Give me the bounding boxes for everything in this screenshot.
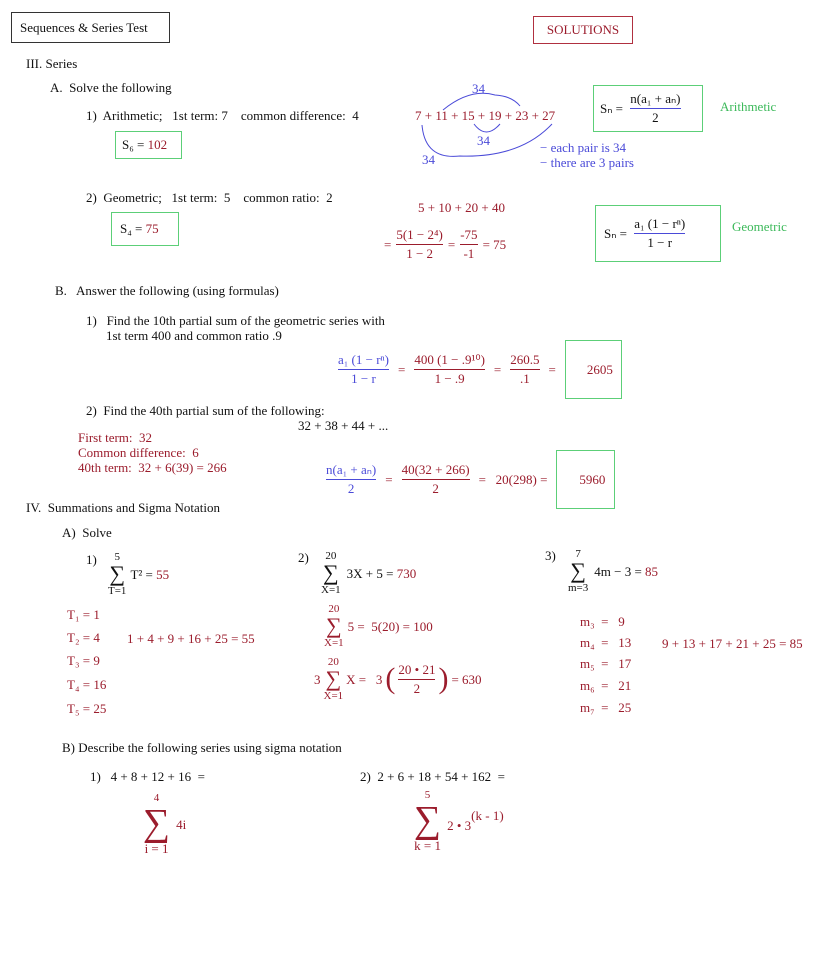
sigma-icon: ∑ xyxy=(570,558,586,583)
denominator: 1 − r xyxy=(351,371,376,386)
coefficient: 3 xyxy=(314,671,321,687)
term-label: T₄ xyxy=(67,677,80,692)
sigma-upper: 20 xyxy=(328,603,340,615)
pair-sum-label: 34 xyxy=(472,81,485,96)
simplified-fraction xyxy=(510,353,539,386)
equals: = xyxy=(397,362,406,377)
answer-value: 55 xyxy=(156,566,170,582)
sigma-upper: 5 xyxy=(114,551,120,563)
sigma-icon: ∑ xyxy=(414,799,442,841)
denominator: 1 − 2 xyxy=(406,246,434,261)
formula-fraction xyxy=(338,353,389,386)
part-heading: A. Solve the following xyxy=(50,80,172,95)
term-label: T₂ xyxy=(67,630,80,645)
series-expression: 32 + 38 + 44 + ... xyxy=(298,418,389,433)
sigma-lower: X=1 xyxy=(323,690,344,702)
step-fraction xyxy=(460,228,477,261)
numerator: 260.5 xyxy=(510,352,540,367)
term xyxy=(580,656,631,671)
term xyxy=(580,635,631,650)
sigma-upper: 5 xyxy=(424,789,431,801)
term-label: m₃ xyxy=(580,614,595,629)
term xyxy=(67,653,100,668)
equals: = xyxy=(493,362,502,377)
term-label: T₃ xyxy=(67,653,80,668)
sigma-expression: 2 • 3 xyxy=(447,818,472,833)
term xyxy=(580,614,625,629)
term-value: = 9 xyxy=(601,614,625,629)
answer-value: 2605 xyxy=(586,362,613,377)
numerator: -75 xyxy=(460,227,478,242)
question-number: 2) xyxy=(298,550,309,565)
numerator: 5(1 − 2⁴) xyxy=(396,227,443,242)
question-number: 3) xyxy=(545,548,556,563)
denominator: -1 xyxy=(463,246,475,261)
left-paren: ( xyxy=(385,662,396,695)
numerator: a₁ (1 − rⁿ) xyxy=(338,352,389,367)
sigma-lower: k = 1 xyxy=(414,838,441,853)
sigma-stack xyxy=(321,550,341,596)
formula-fraction xyxy=(634,217,685,250)
sigma-lower: T=1 xyxy=(108,585,127,597)
denominator: 2 xyxy=(652,110,659,125)
term-value: = 17 xyxy=(601,656,632,671)
sigma-icon: ∑ xyxy=(325,666,342,691)
answer-value: 75 xyxy=(145,221,159,236)
term-label: m₆ xyxy=(580,678,595,693)
pair-sum-label: 34 xyxy=(422,152,435,167)
simplification: = 20(298) = xyxy=(478,472,548,487)
formula-type-label: Arithmetic xyxy=(720,99,777,114)
question-prompt: 1st term 400 and common ratio .9 xyxy=(106,328,282,343)
pair-sum-label: 34 xyxy=(477,133,490,148)
equals: = xyxy=(385,472,393,487)
term xyxy=(67,701,106,716)
numerator: 20 • 21 xyxy=(398,661,436,677)
numerator: a₁ (1 − rⁿ) xyxy=(634,216,686,231)
equals: = xyxy=(384,237,392,252)
term-value: = 9 xyxy=(82,653,100,668)
question-number: 1) xyxy=(86,552,97,567)
section-heading: III. Series xyxy=(26,56,78,71)
work-line: Common difference: 6 xyxy=(78,445,199,460)
sigma-upper: 7 xyxy=(575,548,581,560)
note: − there are 3 pairs xyxy=(540,155,634,170)
term-label: m₅ xyxy=(580,656,595,671)
step-row xyxy=(324,603,433,649)
question-prompt: 1) Arithmetic; 1st term: 7 common difference: 4 xyxy=(86,108,359,123)
question-prompt: 2) 2 + 6 + 18 + 54 + 162 = xyxy=(360,769,505,784)
sigma-stack xyxy=(324,656,344,702)
step-expression: X = 3 xyxy=(346,671,383,687)
part-heading: A) Solve xyxy=(62,525,112,540)
numerator: n(a₁ + aₙ) xyxy=(326,462,377,477)
geometric-formula-box xyxy=(595,205,721,262)
question-prompt: 1) Find the 10th partial sum of the geometric series with xyxy=(86,313,385,328)
sigma-expression: 3X + 5 = xyxy=(346,565,397,581)
equals: = xyxy=(447,237,456,252)
sigma-icon: ∑ xyxy=(325,613,342,638)
term-value: = 16 xyxy=(82,677,107,692)
numerator: n(a₁ + aₙ) xyxy=(630,91,681,106)
middle-pair-arc xyxy=(474,124,500,132)
equals: = xyxy=(548,362,556,377)
sigma-stack xyxy=(324,603,344,649)
formula-fraction xyxy=(630,92,680,125)
arithmetic-sum-work-row xyxy=(326,450,615,509)
formula-fraction xyxy=(326,463,376,496)
sigma-lower: X=1 xyxy=(321,584,341,596)
step-result: = 630 xyxy=(451,671,482,687)
answer-label: S₄ = xyxy=(120,221,146,236)
sigma-lower: m=3 xyxy=(568,582,589,594)
geometric-work-row xyxy=(384,228,506,261)
term xyxy=(67,677,106,692)
term-value: = 13 xyxy=(601,635,632,650)
series-expression: 5 + 10 + 20 + 40 xyxy=(418,200,505,215)
sigma-stack xyxy=(414,789,441,853)
summation-row xyxy=(321,550,416,596)
series-expression: 7 + 11 + 15 + 19 + 23 + 27 xyxy=(415,108,556,123)
answer-value: 102 xyxy=(147,137,168,152)
sigma-answer-row xyxy=(414,789,504,853)
geometric-sum-work-row xyxy=(338,340,622,399)
answer-value: 730 xyxy=(396,565,417,581)
sigma-stack xyxy=(143,792,170,856)
formula-lhs: Sₙ = xyxy=(604,225,631,241)
question-prompt: 1) 4 + 8 + 12 + 16 = xyxy=(90,769,205,784)
answer-box xyxy=(111,212,179,246)
sigma-upper: 20 xyxy=(327,656,339,668)
substitution-fraction xyxy=(414,353,485,386)
right-paren: ) xyxy=(438,662,449,695)
exponent: (k - 1) xyxy=(471,808,504,823)
work-fraction xyxy=(396,228,443,261)
summation-row xyxy=(108,551,169,597)
denominator: 2 xyxy=(432,481,439,496)
answer-value: 5960 xyxy=(579,472,606,487)
answer-box xyxy=(565,340,622,399)
arithmetic-formula-box xyxy=(593,85,703,132)
denominator: 1 − .9 xyxy=(434,371,465,386)
work-line: First term: 32 xyxy=(78,430,153,445)
term-value: = 25 xyxy=(601,700,632,715)
answer-value: 85 xyxy=(645,563,659,579)
term xyxy=(580,700,631,715)
solutions-label: SOLUTIONS xyxy=(546,22,620,37)
question-prompt: 2) Find the 40th partial sum of the following: xyxy=(86,403,325,418)
answer-label: S₆ = xyxy=(122,137,148,152)
sigma-upper: 4 xyxy=(153,792,160,804)
term-sum: 9 + 13 + 17 + 21 + 25 = 85 xyxy=(662,636,803,651)
summation-row xyxy=(568,548,658,594)
part-heading: B) Describe the following series using sigma notation xyxy=(62,740,342,755)
sigma-expression: 4i xyxy=(176,816,187,832)
work-line: 40th term: 32 + 6(39) = 266 xyxy=(78,460,227,475)
section-heading: IV. Summations and Sigma Notation xyxy=(26,500,221,515)
question-prompt: 2) Geometric; 1st term: 5 common ratio: 2 xyxy=(86,190,333,205)
answer-box xyxy=(556,450,615,509)
substitution-fraction xyxy=(402,463,470,496)
numerator: 40(32 + 266) xyxy=(401,462,470,477)
page-title: Sequences & Series Test xyxy=(20,19,148,35)
numerator: 400 (1 − .9¹⁰) xyxy=(414,352,485,367)
term-sum: 1 + 4 + 9 + 16 + 25 = 55 xyxy=(127,631,255,646)
term xyxy=(67,630,100,645)
sigma-lower: X=1 xyxy=(324,637,344,649)
sigma-icon: ∑ xyxy=(109,561,126,586)
sigma-upper: 20 xyxy=(325,550,337,562)
term-label: m₇ xyxy=(580,700,595,715)
sigma-stack xyxy=(108,551,126,597)
denominator: 1 − r xyxy=(647,235,673,250)
sigma-icon: ∑ xyxy=(322,560,339,585)
step-expression: 5 = 5(20) = 100 xyxy=(347,618,433,634)
term-value: = 4 xyxy=(82,630,100,645)
result: = 75 xyxy=(482,237,507,252)
part-heading: B. Answer the following (using formulas) xyxy=(55,283,279,298)
sigma-stack xyxy=(568,548,588,594)
term xyxy=(580,678,631,693)
sigma-answer-row xyxy=(143,792,186,856)
denominator: 2 xyxy=(413,680,421,696)
term-label: m₄ xyxy=(580,635,595,650)
term-label: T₁ xyxy=(67,607,80,622)
sigma-expression: 4m − 3 = xyxy=(594,563,646,579)
term xyxy=(67,607,100,622)
sigma-icon: ∑ xyxy=(143,802,171,844)
formula-type-label: Geometric xyxy=(732,219,787,234)
step-fraction xyxy=(398,663,435,696)
note: − each pair is 34 xyxy=(540,140,627,155)
term-label: T₅ xyxy=(67,701,80,716)
step-row xyxy=(314,656,482,702)
sigma-lower: i = 1 xyxy=(144,841,169,856)
term-value: = 25 xyxy=(82,701,107,716)
term-value: = 21 xyxy=(601,678,632,693)
term-value: = 1 xyxy=(82,607,100,622)
denominator: .1 xyxy=(520,371,530,386)
sigma-expression: T² = xyxy=(130,566,157,582)
formula-lhs: Sₙ = xyxy=(600,100,627,116)
denominator: 2 xyxy=(347,481,355,496)
